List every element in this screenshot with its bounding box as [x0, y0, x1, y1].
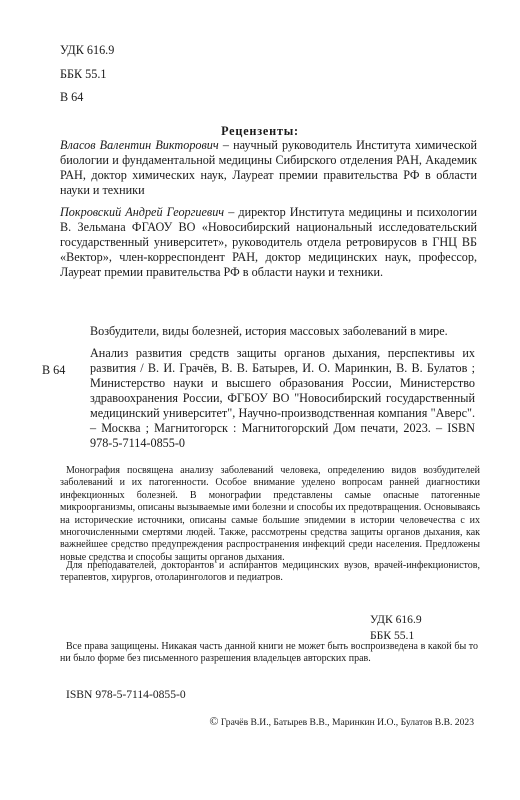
- reviewer-description: – научный руководитель Института химической биологии и фундаментальной медицины Сибирского отделения РАН, Академик РАН, доктор химических наук, Лауреат премии правительства РФ в области науки и техники: [60, 138, 477, 197]
- copyright-symbol: ©: [209, 714, 219, 728]
- udk-code: УДК 616.9: [60, 43, 115, 57]
- catalog-description: Анализ развития средств защиты органов дыхания, перспективы их развития / В. И. Грачёв, В. В. Батырев, И. О. Маринкин, В. В. Булатов ; Министерство науки и высшего образования России, Министерство здравоохранения России, ФГБОУ ВО "Новосибирский государственный медицинский университет", Научно-производственная компания "Аверс". – Москва ; Магнитогорск : Магнитогорский Дом печати, 2023. – ISBN 978-5-7114-0855-0: [90, 346, 475, 450]
- rights-notice: Все права защищены. Никакая часть данной книги не может быть воспроизведена в какой бы то ни было форме без письменного разрешения владельцев авторских прав.: [60, 641, 478, 665]
- reviewer-entry: [60, 138, 477, 198]
- audience-note: Для преподавателей, докторантов и аспирантов медицинских вузов, врачей-инфекционистов, терапевтов, хирургов, отоларингологов и педиатров.: [60, 560, 480, 584]
- footer-bbk-code: ББК 55.1: [370, 629, 415, 642]
- footer-udk-code: УДК 616.9: [370, 613, 422, 626]
- catalog-author-mark: В 64: [42, 363, 66, 377]
- reviewer-entry: [60, 205, 477, 280]
- isbn: ISBN 978-5-7114-0855-0: [66, 688, 186, 701]
- reviewer-description: – директор Института медицины и психологии В. Зельмана ФГАОУ ВО «Новосибирский национальный исследовательский государственный университет», руководитель отдела ретровирусов в ГНЦ ВБ «Вектор», член-корреспондент РАН, доктор медицинских наук, профессор, Лауреат премии правительства РФ в области науки и техники.: [60, 205, 477, 279]
- annotation: Монография посвящена анализу заболеваний человека, определению видов возбудителей заболеваний и их патогенности. Особое внимание уделено вопросам ранней диагностики инфекционных болезней. В монографии представлены самые опасные патогенные микроорганизмы, описаны вызываемые ими болезни и способы их предотвращения. Основываясь на исторические источники, описаны самые большие эпидемии в истории человечества с их многочисленными смертями людей. Также, рассмотрены средства защиты органов дыхания, как важнейшее средство предупреждения распространения инфекций среди населения. Предложены новые средства и способы защиты органов дыхания.: [60, 465, 480, 563]
- reviewers-heading: Рецензенты:: [221, 124, 299, 138]
- catalog-subject: Возбудители, виды болезней, история массовых заболеваний в мире.: [90, 324, 448, 338]
- copyright-holders: Грачёв В.И., Батырев В.В., Маринкин И.О., Булатов В.В.: [218, 717, 453, 728]
- author-mark: В 64: [60, 90, 84, 104]
- bbk-code: ББК 55.1: [60, 67, 107, 81]
- copyright-year: 2023: [452, 717, 474, 728]
- copyright-line: [209, 714, 474, 729]
- reviewer-name: Власов Валентин Викторович: [60, 138, 219, 152]
- reviewer-name: Покровский Андрей Георгиевич: [60, 205, 225, 219]
